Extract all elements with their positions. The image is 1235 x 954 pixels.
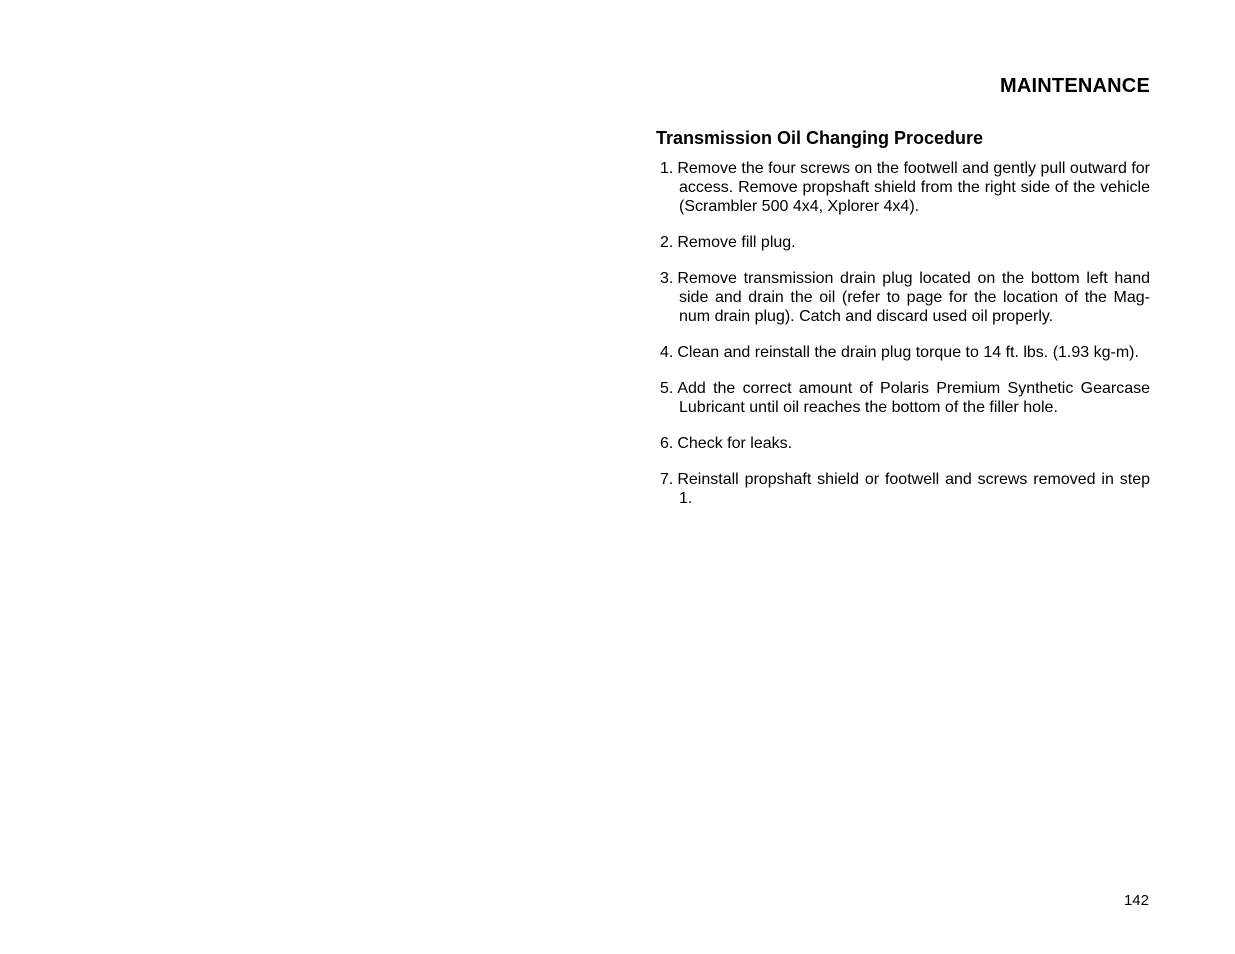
step-number: 7.: [660, 471, 674, 488]
procedure-step: [656, 269, 1150, 326]
step-text: Check for leaks.: [677, 435, 793, 452]
step-text: Clean and reinstall the drain plug torque to 14 ft. lbs. (1.93 kg-m).: [677, 344, 1139, 361]
step-text: Remove transmission drain plug located on the bottom left hand side and drain the oil (refer to page for the location of the Mag-num drain plug). Catch and discard used oil properly.: [677, 270, 1150, 325]
step-number: 1.: [660, 160, 674, 177]
procedure-step: [656, 470, 1150, 508]
step-number: 2.: [660, 234, 674, 251]
step-number: 4.: [660, 344, 674, 361]
page-number: 142: [1123, 892, 1149, 909]
step-text: Remove fill plug.: [677, 234, 796, 251]
step-number: 6.: [660, 435, 674, 452]
procedure-title: Transmission Oil Changing Procedure: [656, 128, 984, 148]
procedure-step: [656, 233, 1150, 252]
step-number: 3.: [660, 270, 674, 287]
step-text: Remove the four screws on the footwell and gently pull outward for access. Remove propshaft shield from the right side of the vehicle (Scrambler 500 4x4, Xplorer 4x4).: [677, 160, 1150, 215]
procedure-step: [656, 343, 1150, 362]
step-text: Add the correct amount of Polaris Premium Synthetic Gearcase Lubricant until oil reaches the bottom of the filler hole.: [677, 380, 1150, 416]
procedure-step: [656, 379, 1150, 417]
procedure-column: [656, 127, 1150, 525]
step-number: 5.: [660, 380, 674, 397]
procedure-step: [656, 159, 1150, 216]
step-text: Reinstall propshaft shield or footwell and screws removed in step 1.: [677, 471, 1150, 507]
procedure-steps: [656, 159, 1150, 508]
section-title: MAINTENANCE: [1000, 75, 1150, 97]
procedure-step: [656, 434, 1150, 453]
